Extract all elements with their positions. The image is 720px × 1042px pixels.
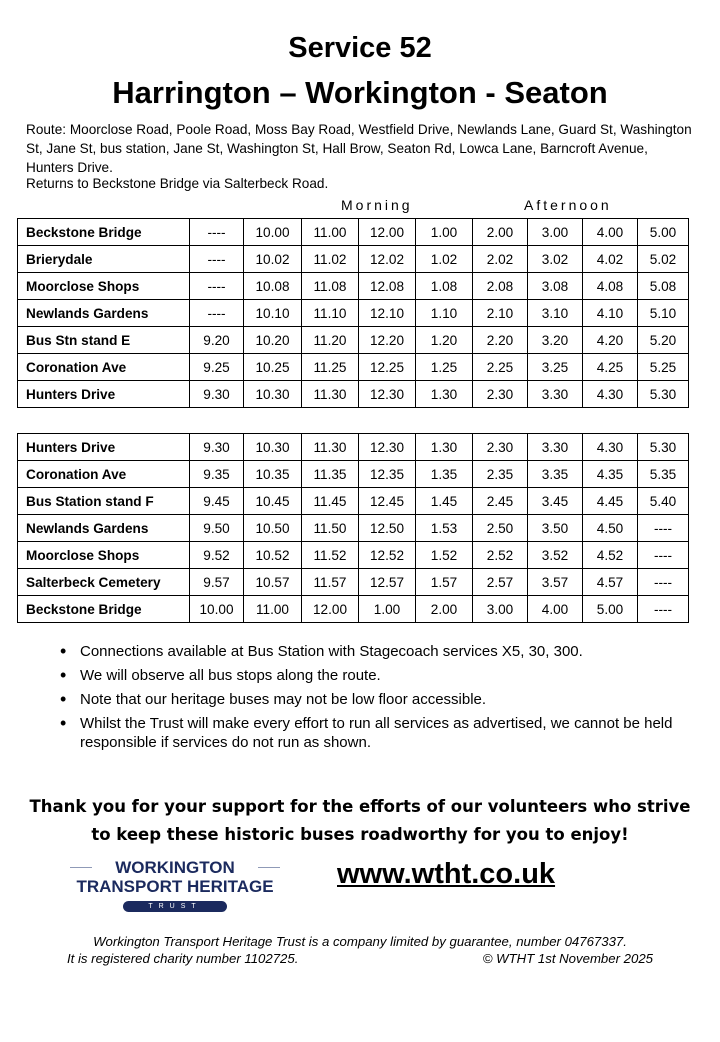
inbound-timetable <box>17 433 689 623</box>
afternoon-label: Afternoon <box>524 197 612 213</box>
time-cell: 12.57 <box>359 569 416 596</box>
time-cell: 5.08 <box>638 273 689 300</box>
logo-line-3: TRUST <box>123 901 227 912</box>
time-cell: 2.30 <box>473 381 528 408</box>
time-cell: 4.10 <box>583 300 638 327</box>
time-cell: 2.00 <box>416 596 473 623</box>
stop-name: Coronation Ave <box>18 354 190 381</box>
time-cell: 9.57 <box>190 569 244 596</box>
table-row <box>18 219 689 246</box>
time-cell: 10.50 <box>244 515 302 542</box>
time-cell: 3.00 <box>473 596 528 623</box>
time-cell: 9.30 <box>190 434 244 461</box>
outbound-timetable <box>17 218 689 408</box>
footer-copyright: © WTHT 1st November 2025 <box>482 951 653 966</box>
time-cell: 3.08 <box>528 273 583 300</box>
time-cell: 10.57 <box>244 569 302 596</box>
time-cell: 11.30 <box>302 381 359 408</box>
time-cell: 12.50 <box>359 515 416 542</box>
time-cell: 11.25 <box>302 354 359 381</box>
notes-list <box>60 642 700 757</box>
time-cell: 10.30 <box>244 434 302 461</box>
time-cell: 1.35 <box>416 461 473 488</box>
table-row <box>18 461 689 488</box>
time-cell: 11.50 <box>302 515 359 542</box>
website-link[interactable]: www.wtht.co.uk <box>337 858 556 890</box>
stop-name: Beckstone Bridge <box>18 596 190 623</box>
time-cell: 11.00 <box>244 596 302 623</box>
time-cell: 4.25 <box>583 354 638 381</box>
morning-label: Morning <box>341 197 413 213</box>
time-cell: 3.10 <box>528 300 583 327</box>
time-cell: 2.30 <box>473 434 528 461</box>
time-cell: ---- <box>190 246 244 273</box>
stop-name: Moorclose Shops <box>18 542 190 569</box>
time-cell: 4.30 <box>583 434 638 461</box>
table-row <box>18 381 689 408</box>
time-cell: 10.02 <box>244 246 302 273</box>
footer <box>0 933 720 967</box>
time-cell: 4.00 <box>583 219 638 246</box>
time-cell: 3.20 <box>528 327 583 354</box>
time-cell: 12.10 <box>359 300 416 327</box>
time-cell: 3.35 <box>528 461 583 488</box>
time-cell: 12.25 <box>359 354 416 381</box>
stop-name: Bus Stn stand E <box>18 327 190 354</box>
time-cell: 3.30 <box>528 434 583 461</box>
time-cell: 4.45 <box>583 488 638 515</box>
logo-line-2: TRANSPORT HERITAGE <box>76 877 274 896</box>
time-cell: 1.45 <box>416 488 473 515</box>
returns-note: Returns to Beckstone Bridge via Salterbeck Road. <box>26 176 329 191</box>
time-cell: 9.30 <box>190 381 244 408</box>
time-cell: 12.35 <box>359 461 416 488</box>
time-cell: 4.52 <box>583 542 638 569</box>
time-cell: 11.00 <box>302 219 359 246</box>
time-cell: ---- <box>190 219 244 246</box>
time-cell: 9.50 <box>190 515 244 542</box>
time-cell: 4.02 <box>583 246 638 273</box>
time-cell: 4.30 <box>583 381 638 408</box>
stop-name: Hunters Drive <box>18 381 190 408</box>
time-cell: ---- <box>638 569 689 596</box>
time-cell: 2.25 <box>473 354 528 381</box>
time-cell: 2.20 <box>473 327 528 354</box>
time-cell: 5.40 <box>638 488 689 515</box>
time-cell: 10.45 <box>244 488 302 515</box>
note-item: • We will observe all bus stops along the route. <box>60 666 700 685</box>
time-cell: 2.35 <box>473 461 528 488</box>
time-cell: 9.52 <box>190 542 244 569</box>
time-cell: ---- <box>190 273 244 300</box>
time-cell: ---- <box>638 596 689 623</box>
thank-you-message <box>0 793 720 849</box>
time-cell: 12.52 <box>359 542 416 569</box>
time-cell: 1.02 <box>416 246 473 273</box>
time-cell: ---- <box>638 542 689 569</box>
stop-name: Coronation Ave <box>18 461 190 488</box>
time-cell: 11.08 <box>302 273 359 300</box>
time-cell: 11.30 <box>302 434 359 461</box>
route-description: Route: Moorclose Road, Poole Road, Moss Bay Road, Westfield Drive, Newlands Lane, Guard St, Washington St, Jane St, bus station, Jane St, Washington St, Hall Brow, Seaton Rd, Lowca Lane, Barncroft Avenue, Hunters Drive. <box>26 122 692 175</box>
time-cell: 2.45 <box>473 488 528 515</box>
footer-charity: It is registered charity number 1102725. <box>67 951 299 966</box>
time-cell: 11.02 <box>302 246 359 273</box>
note-item: • Note that our heritage buses may not be low floor accessible. <box>60 690 700 709</box>
table-row <box>18 327 689 354</box>
time-cell: 11.45 <box>302 488 359 515</box>
time-cell: 11.52 <box>302 542 359 569</box>
time-cell: 12.00 <box>359 219 416 246</box>
time-cell: 1.10 <box>416 300 473 327</box>
time-cell: 4.50 <box>583 515 638 542</box>
table-row <box>18 515 689 542</box>
time-cell: 3.02 <box>528 246 583 273</box>
time-cell: 4.00 <box>528 596 583 623</box>
time-cell: 9.35 <box>190 461 244 488</box>
stop-name: Salterbeck Cemetery <box>18 569 190 596</box>
time-cell: 3.30 <box>528 381 583 408</box>
table-row <box>18 434 689 461</box>
stop-name: Moorclose Shops <box>18 273 190 300</box>
time-cell: 12.00 <box>302 596 359 623</box>
time-cell: 3.00 <box>528 219 583 246</box>
time-cell: 10.35 <box>244 461 302 488</box>
time-cell: 5.10 <box>638 300 689 327</box>
time-cell: 1.20 <box>416 327 473 354</box>
note-item: • Whilst the Trust will make every effort to run all services as advertised, we cannot be held responsible if services do not run as shown. <box>60 714 700 752</box>
stop-name: Hunters Drive <box>18 434 190 461</box>
time-cell: 2.02 <box>473 246 528 273</box>
table-row <box>18 542 689 569</box>
time-cell: 4.20 <box>583 327 638 354</box>
thanks-line-1: Thank you for your support for the efforts of our volunteers who strive <box>29 797 691 816</box>
stop-name: Bus Station stand F <box>18 488 190 515</box>
time-cell: 4.35 <box>583 461 638 488</box>
time-cell: 10.10 <box>244 300 302 327</box>
table-row <box>18 246 689 273</box>
stop-name: Newlands Gardens <box>18 515 190 542</box>
thanks-line-2: to keep these historic buses roadworthy for you to enjoy! <box>91 825 629 844</box>
time-cell: 10.08 <box>244 273 302 300</box>
time-cell: 5.30 <box>638 434 689 461</box>
time-cell: 3.25 <box>528 354 583 381</box>
time-cell: 1.08 <box>416 273 473 300</box>
time-cell: 1.30 <box>416 434 473 461</box>
time-cell: 2.50 <box>473 515 528 542</box>
stop-name: Beckstone Bridge <box>18 219 190 246</box>
time-cell: 5.02 <box>638 246 689 273</box>
time-cell: 10.25 <box>244 354 302 381</box>
logo-line-1: WORKINGTON <box>115 858 235 877</box>
time-cell: 11.20 <box>302 327 359 354</box>
table-row <box>18 300 689 327</box>
time-cell: 11.10 <box>302 300 359 327</box>
time-cell: 1.52 <box>416 542 473 569</box>
time-cell: 1.25 <box>416 354 473 381</box>
footer-line-1: Workington Transport Heritage Trust is a company limited by guarantee, number 04767337. <box>93 934 627 949</box>
time-cell: 5.00 <box>638 219 689 246</box>
time-cell: 2.57 <box>473 569 528 596</box>
time-cell: 1.57 <box>416 569 473 596</box>
time-cell: 11.35 <box>302 461 359 488</box>
stop-name: Brierydale <box>18 246 190 273</box>
time-cell: 5.00 <box>583 596 638 623</box>
time-cell: 12.30 <box>359 381 416 408</box>
time-cell: 5.25 <box>638 354 689 381</box>
time-cell: 12.02 <box>359 246 416 273</box>
time-cell: ---- <box>190 300 244 327</box>
note-item: • Connections available at Bus Station with Stagecoach services X5, 30, 300. <box>60 642 700 661</box>
time-cell: 1.30 <box>416 381 473 408</box>
time-cell: 1.00 <box>359 596 416 623</box>
time-cell: ---- <box>638 515 689 542</box>
time-cell: 2.52 <box>473 542 528 569</box>
time-cell: 10.30 <box>244 381 302 408</box>
table-row <box>18 569 689 596</box>
time-cell: 5.35 <box>638 461 689 488</box>
time-cell: 2.08 <box>473 273 528 300</box>
time-cell: 10.20 <box>244 327 302 354</box>
service-title: Service 52 <box>288 32 432 64</box>
time-cell: 12.45 <box>359 488 416 515</box>
time-cell: 9.20 <box>190 327 244 354</box>
table-row <box>18 596 689 623</box>
route-title: Harrington – Workington - Seaton <box>112 75 608 110</box>
time-cell: 10.00 <box>190 596 244 623</box>
time-cell: 9.45 <box>190 488 244 515</box>
time-cell: 3.50 <box>528 515 583 542</box>
time-cell: 4.57 <box>583 569 638 596</box>
time-cell: 3.57 <box>528 569 583 596</box>
time-cell: 10.00 <box>244 219 302 246</box>
time-cell: 12.30 <box>359 434 416 461</box>
time-cell: 11.57 <box>302 569 359 596</box>
time-cell: 1.53 <box>416 515 473 542</box>
time-cell: 3.45 <box>528 488 583 515</box>
stop-name: Newlands Gardens <box>18 300 190 327</box>
time-cell: 2.10 <box>473 300 528 327</box>
time-cell: 12.20 <box>359 327 416 354</box>
table-row <box>18 273 689 300</box>
time-cell: 12.08 <box>359 273 416 300</box>
table-row <box>18 354 689 381</box>
time-cell: 5.30 <box>638 381 689 408</box>
time-cell: 3.52 <box>528 542 583 569</box>
time-cell: 10.52 <box>244 542 302 569</box>
time-cell: 9.25 <box>190 354 244 381</box>
table-row <box>18 488 689 515</box>
time-cell: 1.00 <box>416 219 473 246</box>
time-cell: 5.20 <box>638 327 689 354</box>
time-cell: 4.08 <box>583 273 638 300</box>
wtht-logo <box>70 858 280 914</box>
time-cell: 2.00 <box>473 219 528 246</box>
